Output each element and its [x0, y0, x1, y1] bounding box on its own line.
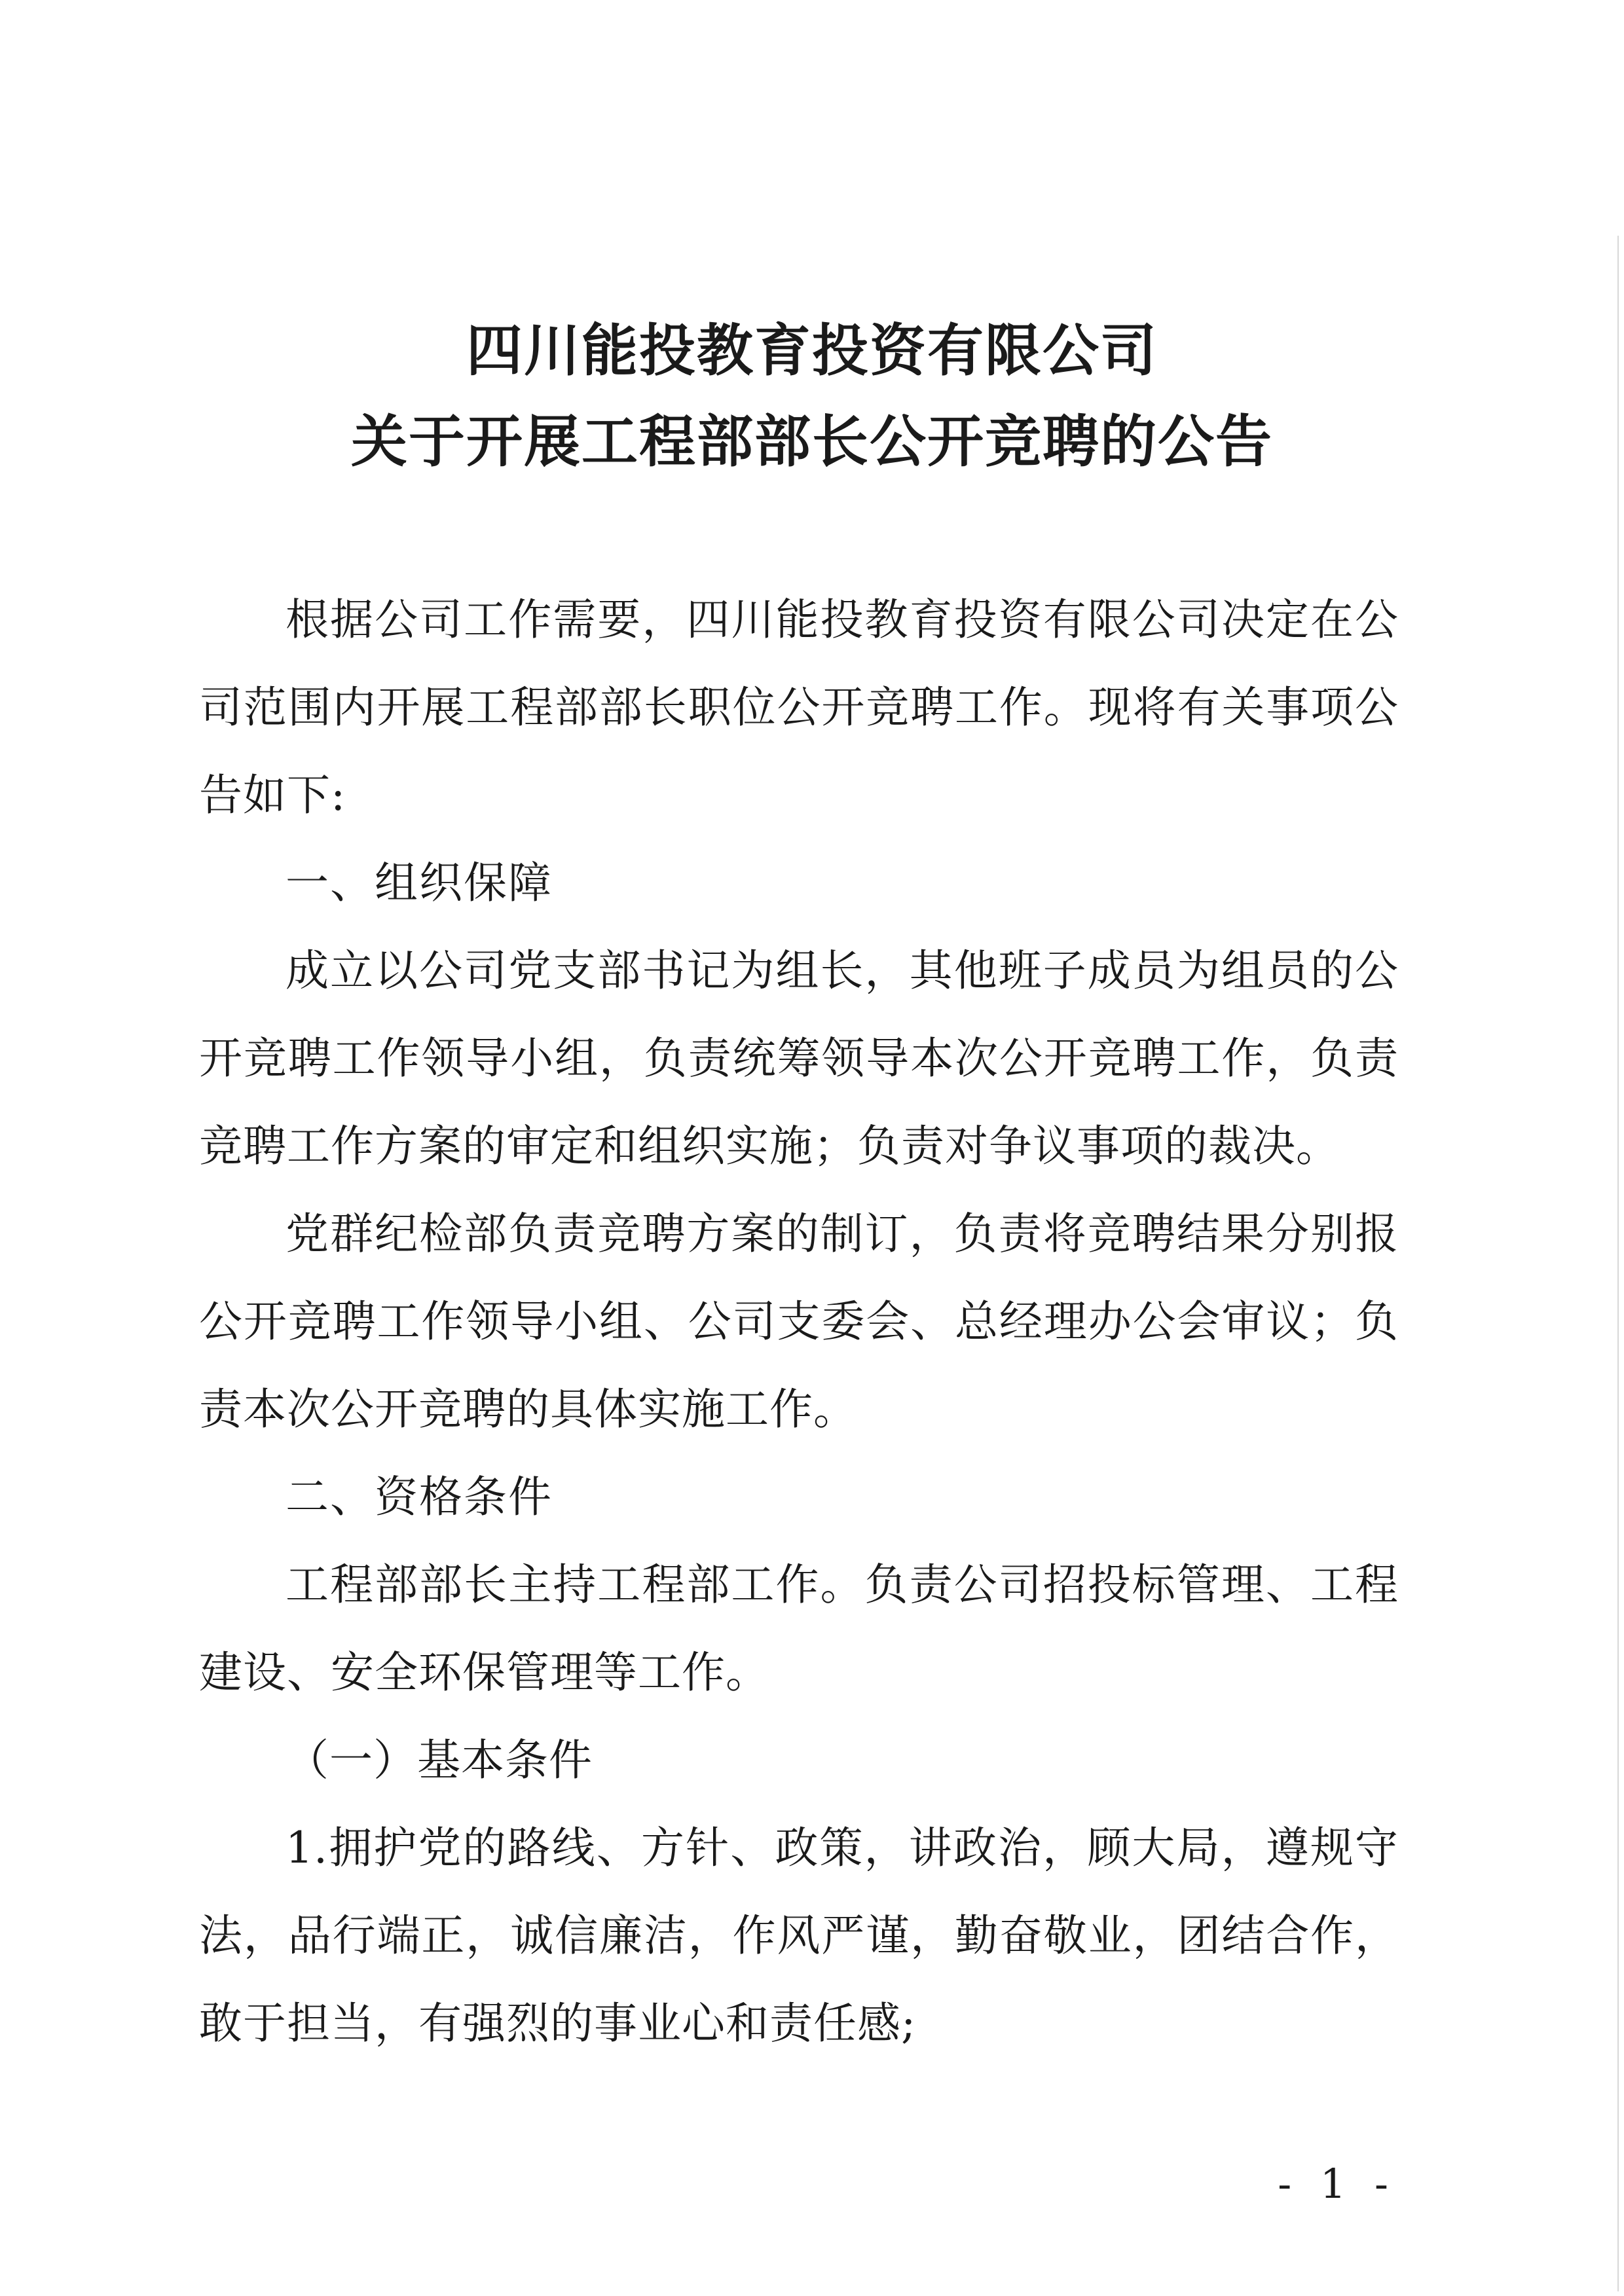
section-heading-qualifications: 二、资格条件: [286, 1472, 553, 1522]
intro-paragraph: 根据公司工作需要，四川能投教育投资有限公司决定在公司范围内开展工程部部长职位公开竞聘工作。现将有关事项公告如下:: [199, 594, 1399, 820]
document-title-line2: 关于开展工程部部长公开竞聘的公告: [351, 409, 1273, 475]
section-heading-organization: 一、组织保障: [286, 858, 553, 908]
scan-edge-line: [1617, 236, 1619, 2291]
basic-condition-item-1: 1.拥护党的路线、方针、政策，讲政治，顾大局，遵规守法，品行端正，诚信廉洁，作风严谨，勤奋敬业，团结合作，敢于担当，有强烈的事业心和责任感;: [199, 1823, 1399, 2049]
document-title-line1: 四川能投教育投资有限公司: [466, 318, 1158, 384]
page-number: - 1 -: [1278, 2160, 1396, 2208]
document-body: [199, 576, 1399, 2068]
organization-paragraph-2: 党群纪检部负责竞聘方案的制订，负责将竞聘结果分别报公开竞聘工作领导小组、公司支委会、总经理办公会审议；负责本次公开竞聘的具体实施工作。: [199, 1209, 1399, 1434]
qualifications-paragraph: 工程部部长主持工程部工作。负责公司招投标管理、工程建设、安全环保管理等工作。: [199, 1559, 1399, 1698]
subsection-heading-basic-conditions: （一）基本条件: [286, 1735, 593, 1785]
organization-paragraph-1: 成立以公司党支部书记为组长，其他班子成员为组员的公开竞聘工作领导小组，负责统筹领导本次公开竞聘工作，负责竞聘工作方案的审定和组织实施；负责对争议事项的裁决。: [199, 945, 1399, 1171]
